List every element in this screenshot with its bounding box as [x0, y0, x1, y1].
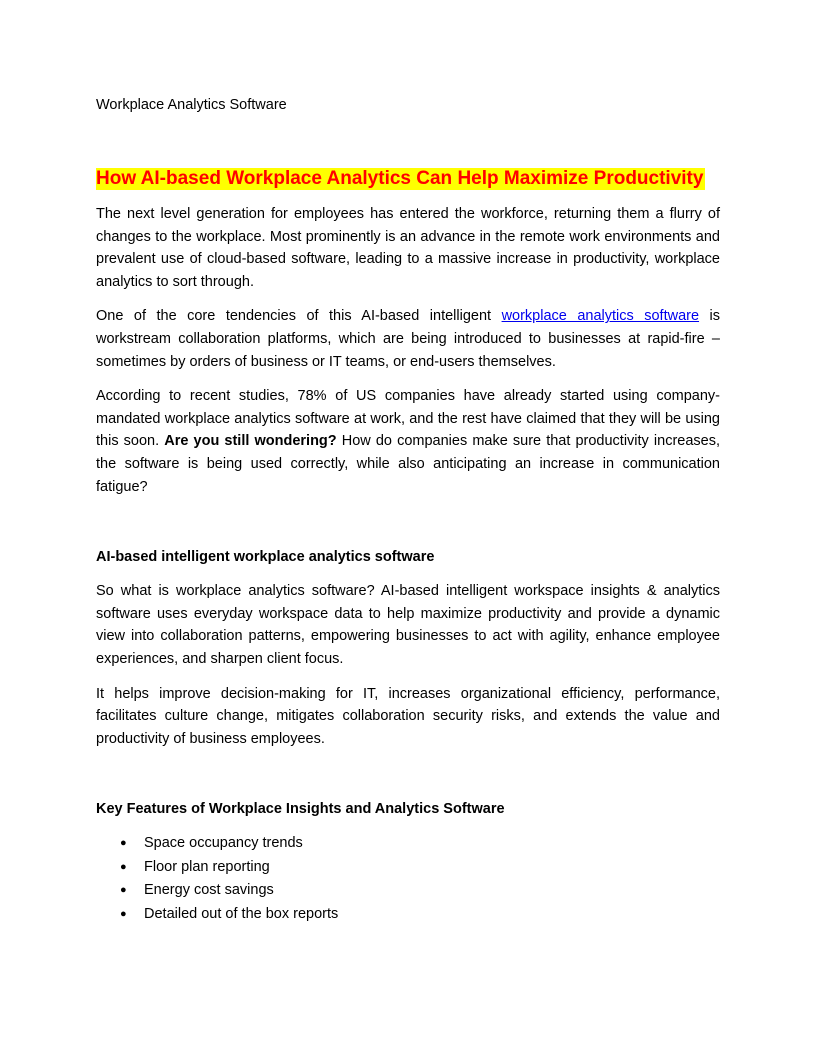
bullet-icon: ● [120, 907, 127, 920]
workplace-analytics-software-link[interactable]: workplace analytics software [501, 308, 700, 325]
list-item-label: Detailed out of the box reports [144, 905, 339, 922]
bullet-icon: ● [120, 837, 127, 850]
list-item [120, 879, 720, 902]
section-spacer [96, 762, 720, 798]
bullet-icon: ● [120, 884, 127, 897]
document-page [96, 94, 720, 926]
tendencies-text-after-link: is workstream collaboration platforms, which are being introduced to businesses at rapid-fire – sometimes by orders of business or IT teams, or end-users themselves. [96, 308, 720, 370]
key-features-list [96, 832, 720, 926]
section-heading-ai-software: AI-based intelligent workplace analytics software [96, 549, 435, 566]
studies-bold-question: Are you still wondering? [164, 433, 337, 450]
bullet-icon: ● [120, 860, 127, 873]
document-header: Workplace Analytics Software [96, 97, 287, 113]
list-item-label: Floor plan reporting [144, 858, 270, 875]
studies-text-before-bold: According to recent studies, 78% of US companies have already started using company-mandated workplace analytics software at work, and the rest have claimed that they will be using this soon. [96, 388, 720, 450]
list-item [120, 832, 720, 855]
definition-paragraph: So what is workplace analytics software? AI-based intelligent workspace insights & analytics software uses everyday workspace data to help maximize productivity and provide a dynamic view into collaboration patterns, empowering businesses to act with agility, enhance employee experiences, and sharpen client focus. [96, 583, 720, 667]
intro-paragraph: The next level generation for employees has entered the workforce, returning them a flurry of changes to the workplace. Most prominently is an advance in the remote work environments and prevalent use of cloud-based software, leading to a massive increase in productivity, workplace analytics to sort through. [96, 206, 720, 290]
section-spacer [96, 510, 720, 546]
tendencies-text-before-link: One of the core tendencies of this AI-based intelligent [96, 308, 502, 325]
title-highlight: How AI-based Workplace Analytics Can Help Maximize Productivity [96, 168, 704, 189]
tendencies-paragraph [96, 305, 720, 373]
section-heading-key-features: Key Features of Workplace Insights and Analytics Software [96, 801, 505, 818]
list-item [120, 903, 720, 926]
benefits-paragraph: It helps improve decision-making for IT, increases organizational efficiency, performance, facilitates culture change, mitigates collaboration security risks, and extends the value and productivity of business employees. [96, 685, 720, 747]
studies-paragraph [96, 385, 720, 498]
page-title [96, 166, 720, 192]
list-item [120, 856, 720, 879]
list-item-label: Energy cost savings [144, 882, 274, 899]
list-item-label: Space occupancy trends [144, 835, 303, 852]
studies-text-after-bold: How do companies make sure that productivity increases, the software is being used correctly, while also anticipating an increase in communication fatigue? [96, 433, 720, 495]
